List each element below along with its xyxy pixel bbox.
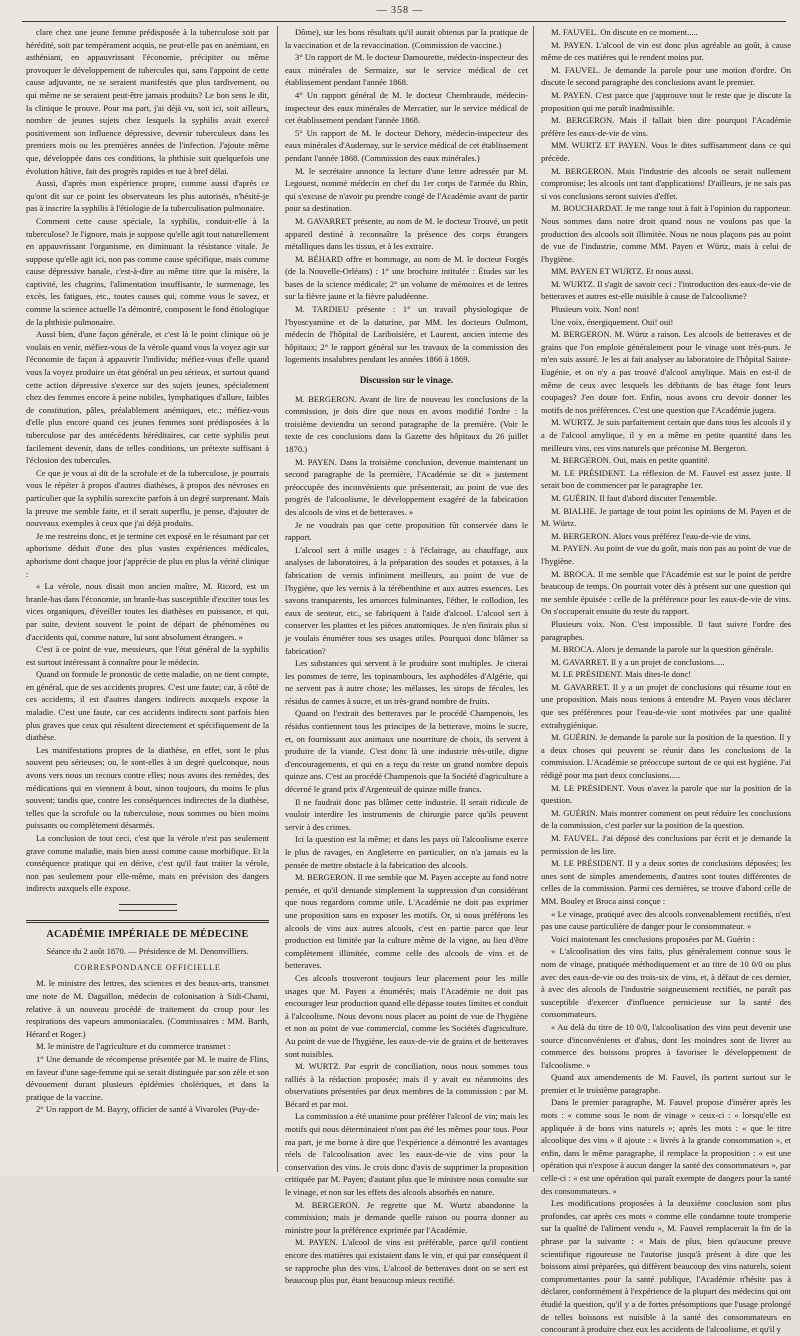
paragraph: Dans le premier paragraphe, M. Fauvel propose d'insérer après les mots : « comme sous le nom de vinage » ceux-ci : « lorsqu'elle est appliquée à de bons vins naturels »; après les mots : « que le titre alcoolique des vins » il ajoute : « livrés à la grande consommation », et enfin, dans le même paragraphe, il remplace la proposition : « est une opération qui n'expose à aucun danger la santé des consommateurs », par celle-ci : « est une opération qui paraît exempte de dangers pour la santé des consommateurs. » [541,1097,791,1196]
paragraph: La commission a été unanime pour préférer l'alcool de vin; mais les motifs qui nous déterminaient n'ont pas été les mêmes pour tous. Pour ma part, je me borne à dire que l'expérience a démontré les avantages réels de l'alcoolisation avec les eaux-de-vie de vins pour la conservation des vins. Je crois donc d'avis de supprimer la proposition critiquée par M. Payen; d'autant plus que le ministre nous consulte sur le vinage, et non sur les effets des alcools absorbés en nature. [285,1111,528,1198]
paragraph: Plusieurs voix. Non. C'est impossible. Il faut suivre l'ordre des paragraphes. [541,618,791,642]
paragraph: M. WURTZ. Par esprit de conciliation, nous nous sommes tous ralliés à la rédaction proposée; mais il y avait eu néanmoins des observations présentées par deux membres de la commission : par M. Bécard et par moi. [285,1061,528,1109]
paragraph: M. GUÉRIN. Je demande la parole sur la position de la question. Il y a deux choses qui peuvent se réunir dans les conclusions de la commission. L'Académie se préoccupe surtout de ce qui est hygiène. J'ai rédigé pour ma part deux conclusions..... [541,732,791,781]
paragraph: M. GUÉRIN. Il faut d'abord discuter l'ensemble. [551,492,718,503]
paragraph: « L'alcoolisation des vins faits, plus généralement connue sous le nom de vinage, pratiquée méthodiquement et au titre de 10 0/0 ou plus avec des eaux-de-vie ou des trois-six de vins, et, à défaut de ces dernier, à avec des alcools de l'industrie soigneusement rectifiés, ne paraît pas susceptible d'exercer d'influence pernicieuse sur la santé des consommateurs. [541,946,791,1020]
paragraph: Dôme), sur les bons résultats qu'il aurait obtenus par la pratique de la vaccination et de la revaccination. (Commission de vaccine.) [285,27,528,50]
paragraph: Aussi, d'après mon expérience propre, comme aussi d'après ce qu'ont dit sur ce point les observateurs les plus autorisés, n'hésité-je pas à inscrire la syphilis à l'étiologie de la tuberculisation pulmonaire. [26,178,269,214]
paragraph: Les substances qui servent à le produire sont multiples. Je citerai les pommes de terre, les topinambours, les asphodèles d'Algérie, qui ne servent pas à autre chose; les mélasses, les sirops de fécules, les résidus de cannes à sucre, et un très-grand nombre de fruits. [285,658,528,706]
paragraph: « Le vinage, pratiqué avec des alcools convenablement rectifiés, n'est pas une cause particulière de danger pour le consommateur. » [541,908,791,932]
column-3 [541,26,791,1335]
column-divider [533,26,534,1172]
paragraph: Ici la question est la même; et dans les pays où l'alcoolisme exerce le plus de ravages, en Angleterre en particulier, on n'a jamais eu la pensée de mettre obstacle à la fabrication des alcools. [285,834,528,870]
paragraph: M. PAYEN. Dans la troisième conclusion, devenue maintenant un second paragraphe de la première, l'Académie se dit « justement préoccupée des inconvénients que présenterait, au point de vue des progrès de l'alcoolisme, le développement exagéré de la fabrication des alcools de vins et de betteraves. » [285,456,528,517]
paragraph: M. LE PRÉSIDENT. Vous n'avez la parole que sur la position de la question. [541,782,791,806]
discussion-title: Discussion sur le vinage. [359,375,454,386]
paragraph: Ce que je vous ai dit de la scrofule et de la tuberculose, je pourrais vous le répéter à propos d'autres diathèses, à propos des névroses en particulier que la syphilis surexcite parfois à un degré surprenant. Mais la preuve me semble faite, et il serait superflu, je pense, d'ajouter de nouveaux exemples à ceux que j'ai déjà produits. [26,467,269,529]
paragraph: M. PAYEN. Au point de vue du goût, mais non pas au point de vue de l'hygiène. [541,543,791,566]
section-title: ACADÉMIE IMPÉRIALE DE MÉDECINE [46,928,249,940]
paragraph: clare chez une jeune femme prédisposée à la tuberculose soit par hérédité, soit par tempérament acquis, ne peut-elle pas en anémiant, en asthéniant, en appauvrissant l'économie, précipiter ou même provoquer le développement de tubercules qui, sans l'appoint de cette cause adjuvante, ne se seraient manifestés que plus tardivement, ou qui même ne se seraient peut-être jamais produits? Le bon sens le dit, la clinique le prouve. Pour ma part, j'ai déjà vu, soit ici, soit ailleurs, nombre de jeunes sujets chez lesquels la syphilis avait exercé positivement son influence dépressive, devenir tuberculeux dans les premiers mois ou les premières années de l'infection. J'ajoute même que, développée dans ces conditions, la phthisie suit quelquefois une évolution hâtive, fait des progrès rapides et tue à bref délai. [26,27,269,176]
header-rule [22,21,786,22]
paragraph: Plusieurs voix. Non! non! [551,304,640,315]
column-1-text [26,26,269,895]
column-divider [277,26,278,1172]
paragraph: M. BROCA. Il me semble que l'Académie est sur le point de perdre beaucoup de temps. On pourrait voter dès à présent sur une question qui me semble épuisée : celle de la préférence pour les eaux-de-vie de vins. On s'occuperait ensuite du reste du rapport. [541,568,791,617]
column-2-text-after [285,393,528,1287]
paragraph: M. FAUVEL. On discute en ce moment..... [551,27,698,37]
paragraph: Les modifications proposées à la deuxième conclusion sont plus profondes, car après ces mots « comme elle condamne toute tromperie sur la qualité de l'aliment vendu », M. Fauvel remplacerait la fin de la phrase par la suivante : « Mais de plus, bien qu'aucune preuve scientifique rigoureuse ne l'autorise jusqu'à présent à dire que les boissons ainsi préparées, qui diffèrent beaucoup des vins naturels, soient compromettantes pour la santé publique, l'Académie n'hésite pas à déclarer, conformément à l'expérience de la plupart des médecins qui ont étudié la question, qu'il y a de fortes présomptions que l'usage prolongé de telles boissons est nuisible à la santé des consommateurs en concourant à produire chez eux les accidents de l'alcoolisme, et qu'il y [541,1198,791,1335]
paragraph: 3° Un rapport de M. le docteur Damourette, médecin-inspecteur des eaux minérales de Sermaize, sur le service médical de cet établissement pendant l'année 1868. [285,52,528,88]
paragraph: MM. WURTZ ET PAYEN. Vous le dites suffisamment dans ce qui précède. [541,140,791,163]
page-number: — 358 — [376,5,424,16]
paragraph: Je ne voudrais pas que cette proposition fût conservée dans le rapport. [285,519,528,543]
paragraph: M. BERGERON. Il me semble que M. Payen accepte au fond notre pensée, et qu'il demande simplement la suppression d'un considérant que nous regardons comme utile. L'Académie ne doit pas exprimer une proposition sans en exposer les motifs. Or, si nous préférons les alcools de vins aux autres alcools, c'est en partie parce que leur production est limitée par la culture même de la vigne, au lieu d'être complètement illimitée, comme celle des alcools de vins et de betteraves. [285,872,528,971]
column-1 [26,26,269,1172]
paragraph: Voici maintenant les conclusions proposées par M. Guérin : [551,933,755,944]
paragraph: M. PAYEN. L'alcool de vins est préférable, parce qu'il contient encore des matières qui existaient dans le vin, et qui par conséquent il se rapproche plus des vins. L'alcool de betteraves dont on se sert est beaucoup plus pur, étant beaucoup mieux rectifié. [285,1237,528,1286]
paragraph: M. BERGERON. Mais l'industrie des alcools ne serait nullement compromise; les alcools ont tant d'applications! D'ailleurs, je ne sais pas si vos conclusions seront suivies d'effet. [541,165,791,201]
paragraph: Ces alcools trouveront toujours leur placement pour les mille usages que M. Payen a énumérés; mais l'Académie ne doit pas encourager leur production quand elle dépasse toutes limites et conduit à l'alcoolisme. Nous devons nous placer au point de vue de l'hygiène et non au point de vue commercial, comme les Sociétés d'agriculture. Au point de vue de l'hygiène, les eaux-de-vie de grains et de betteraves sont nuisibles. [285,972,528,1059]
ornament-divider [26,902,269,915]
paragraph: M. WURTZ. Il s'agit de savoir ceci : l'introduction des eaux-de-vie de betteraves et autres est-elle nuisible à cause de l'alcoolisme? [541,278,791,302]
paragraph: Je me restreins donc, et je termine cet exposé en le résumant par cet aphorisme déduit d'une des plus vastes expériences médicales, aphorisme dont chaque jour j'apprécie de plus en plus la vérité clinique : [26,530,269,579]
column-3-text [541,26,791,1336]
paragraph: M. FAUVEL. J'ai déposé des conclusions par écrit et je demande la permission de les lire. [541,833,791,856]
paragraph: C'est à ce point de vue, messieurs, que l'état général de la syphilis est surtout intéressant à connaître pour le médecin. [26,644,269,667]
paragraph: M. GAVARRET. Il y a un projet de conclusions..... [551,656,725,667]
paragraph: 1° Une demande de récompense présentée par M. le maire de Flins, en faveur d'une sage-femme qui se serait distinguée par son zèle et son dévouement durant plusieurs épidémies cholériques, et dans la pratique de la vaccine. [26,1053,269,1102]
paragraph: M. BOUCHARDAT. Je me range tout à fait à l'opinion du rapporteur. Nous sommes dans notre droit quand nous ne voulons pas que la production des alcools soit illimitée. Nous ne nous plaçons pas au point de vue de l'industrie, comme MM. Payen et Würtz, mais à celui de l'hygiène. [541,203,791,264]
paragraph: Quand aux amendements de M. Fauvel, ils portent surtout sur le premier et le troisième paragraphe. [541,1072,791,1095]
paragraph: M. FAUVEL. Je demande la parole pour une motion d'ordre. On discute le second paragraphe des conclusions avant le premier. [541,64,791,88]
paragraph: M. GUÉRIN. Mais montrer comment on peut réduire les conclusions de la commission, c'est parler sur la position de la question. [541,807,791,831]
column-2-text [285,26,528,366]
paragraph: M. le ministre de l'agriculture et du commerce transmet : [36,1041,231,1052]
paragraph: « La vérole, nous disait mon ancien maître, M. Ricord, est un branle-bas dans l'économie, un branle-bas susceptible d'exciter tous les vices organiques, d'éveiller toutes les diathèses en puissance, et qui, par suite, devient souvent le point de départ de phénomènes ou d'accidents qui, comme nature, lui sont absolument étrangers. » [26,581,269,642]
paragraph: M. GAVARRET. Il y a un projet de conclusions qui résume tout en une proposition. Mais nous tenions à entendre M. Payen vous déclarer que ses préférences pour l'eau-de-vie sont motivées par une qualité extrahygiénique. [541,681,791,730]
paragraph: M. GAVARRET présente, au nom de M. le docteur Trouvé, un petit appareil destiné à reconnaître la présence des corps étrangers métalliques dans les tissus, et à les extraire. [285,215,528,252]
paragraph: Comment cette cause spéciale, la syphilis, conduit-elle à la tuberculose? Je l'ignore, mais je suppose qu'elle agit tout naturellement en appauvrissant l'organisme, en diminuant la résistance vitale. Je suppose qu'elle agit ici, non pas comme cause spécifique, mais comme cause dépressive banale, c'est-à-dire au même titre que la misère, la captivité, les chagrins, l'alimentation insuffisante, le surmenage, les excès, les fatigues, etc., toutes causes qui, comme vous le savez, et comme la science actuelle l'a démontré, composent le fond étiologique de la phthisie pulmonaire. [26,215,269,327]
session-line: Séance du 2 août 1870. — Présidence de M. Denonvilliers. [46,946,249,957]
paragraph: M. BROCA. Alors je demande la parole sur la question générale. [551,644,774,655]
paragraph: M. BERGERON. Mais il fallait bien dire pourquoi l'Académie préfère les eaux-de-vie de vins. [541,115,791,138]
paragraph: Aussi bien, d'une façon générale, et c'est là le point clinique où je voulais en venir, méfiez-vous de la vérole quand vous la voyez agir sur l'économie de façon à appauvrir l'individu; méfiez-vous d'elle quand vous la voyez produire un état général un peu sérieux, et surtout quand cette action dépressive s'exerce sur des sujets jeunes, spécialement chez des femmes encore à peine nubiles, lymphatiques d'allure, faibles de constitution, pâles, préalablement anémiques, etc.; méfiez-vous d'elle plus encore quand ces jeunes femmes sont prédisposées à la tuberculose par des antécédents héréditaires, car cette syphilis peut facilement devenir, dans de telles conditions, un prétexte suffisant à l'éclosion des tubercules. [26,329,269,466]
paragraph: M. PAYEN. L'alcool de vin est donc plus agréable au goût, à cause même de ces matières qui le rendent moins pur. [541,39,791,63]
subsection-title: CORRESPONDANCE OFFICIELLE [74,962,221,972]
paragraph: M. LE PRÉSIDENT. Il y a deux sortes de conclusions déposées; les unes sont de simples amendements, d'autres sont toutes différentes de celles de la commission. Parmi ces dernières, se trouve d'abord celle de MM. Bouley et Broca ainsi conçue : [541,858,791,906]
paragraph: MM. PAYEN ET WURTZ. Et nous aussi. [551,266,694,277]
paragraph: Il ne faudrait donc pas blâmer cette industrie. Il serait ridicule de vouloir interdire les instruments de chirurgie parce qu'ils peuvent servir à des crimes. [285,796,528,832]
paragraph: M. BERGERON. Je regrette que M. Wurtz abandonne la commission; mais je demande quelle raison ou pourra donner au ministre pour la préférence exprimée par l'Académie. [285,1199,528,1235]
paragraph: 2° Un rapport de M. Bayry, officier de santé à Vivaroles (Puy-de- [36,1104,260,1115]
paragraph: M. PAYEN. C'est parce que j'approuve tout le reste que je discute la proposition qui me paraît inadmissible. [541,89,791,113]
paragraph: M. le ministre des lettres, des sciences et des beaux-arts, transmet une note de M. Daguillon, médecin de colonisation à Sidi-Chami, relative à un nouveau procédé de traitement du croup pour les respirations des vapeurs ammoniacales. (Commissaires : MM. Barth, Hérard et Roger.) [26,978,269,1039]
paragraph: L'alcool sert à mille usages : à l'éclairage, au chauffage, aux analyses de laboratoires, à la préparation des soudes et potasses, à la fabrication de vernis infiniment meilleurs, au point de vue de l'hygiène, que les vernis à la térébenthine et aux autres essences. Les savons transparents, les amorces fulminantes, l'éther, le collodion, les eaux de senteur, etc., se fabriquent à l'aide d'alcool. L'alcool sert à conserver les plantes et les pièces anatomiques. Je n'en finirais plus si je voulais énumérer tous ses usages utiles. Pourquoi donc blâmer sa fabrication? [285,544,528,656]
column-2 [285,26,528,1286]
paragraph: M. BERGERON. M. Würtz a raison. Les alcools de betteraves et de grains que l'on emploie généralement pour le vinage sont très-purs. Je m'en suis assuré. Je les ai fait analyser au laboratoire de l'hôpital Sainte-Eugénie, et on n'y a pas trouvé d'alcool amylique. Mais en est-il de même de ceux avec lesquels les débitants de bas étage font leurs coupages? J'en doute fort. Enfin, nous avons cru devoir donner les motifs de nos préférences. C'est une question que l'Académie jugera. [541,329,791,415]
paragraph: M. WURTZ. Je suis parfaitement certain que dans tous les alcools il y a de l'alcool amylique, il y en a même en petite quantité dans les meilleurs vins, ces vins naturels que préconise M. Bergeron. [541,417,791,453]
paragraph: Les manifestations propres de la diathèse, en effet, sont le plus souvent peu sérieuses; ou, le sont-elles à un degré quelconque, nous avons vers nous un recours contre elles; nous avons des remèdes, des médications qui en viennent à bout, sinon toujours, du moins le plus souvent; tandis que, contre les conséquences indirectes de la diathèse, telles que la scrofule ou la tuberculose, nous sommes ou bien moins puissants ou complètement désarmés. [26,744,269,831]
paragraph: M. BERGERON. Alors vous préférez l'eau-de-vie de vins. [551,530,751,541]
paragraph: 4° Un rapport général de M. le docteur Chembraude, médecin-inspecteur des eaux minérales de Mercatier, sur le service médical de cet établissement pendant l'année 1868. [285,89,528,126]
paragraph: M. LE PRÉSIDENT. La réflexion de M. Fauvel est assez juste. Il serait bon de commencer par le paragraphe 1er. [541,467,791,491]
paragraph: Quand on l'extrait des betteraves par le procédé Champenois, les résidus contiennent tous les principes de la betterave, moins le sucre, et, on fournissant aux animaux une nourriture de choix, ils servent à produire de la viande. C'est donc là une industrie très-utile, digne d'encouragements, et qui en a reçu du reste un grand nombre depuis quinze ans. C'est au procédé Champenois que la Société d'agriculture a décerné le grand prix d'Argenteuil de quinze mille francs. [285,708,528,795]
section-rule [26,920,269,923]
paragraph: M. LE PRÉSIDENT. Mais dites-le donc! [551,669,692,680]
paragraph: 5° Un rapport de M. le docteur Dehory, médecin-inspecteur des eaux minérales d'Audernay, sur le service médical de cet établissement pendant l'année 1868. (Commission des eaux minérales.) [285,127,528,163]
column-1-text-after [26,977,269,1116]
paragraph: M. BIALHE. Je partage de tout point les opinions de M. Payen et de M. Würtz. [541,505,791,529]
paragraph: « Au delà du titre de 10 0/0, l'alcoolisation des vins peut devenir une source d'inconvénients et d'abus, dont les moindres sont de livrer au commerce des boissons propres à favoriser le développement de l'alcoolisme. » [541,1021,791,1070]
paragraph: M. BÉHARD offre et hommage, au nom de M. le docteur Forgès (de la Nouvelle-Orléans) : 1° une brochure intitulée : Études sur les bases de la science médicale; 2° un volume de mémoires et de lettres sur la fièvre jaune et la fièvre paludéenne. [285,253,528,302]
paragraph: M. TARDIEU présente : 1° un travail physiologique de l'hyoscyamine et de la daturine, par MM. les docteurs Oulmont, médecin de l'hôpital de Lariboisière, et Laurent, ancien interne des hôpitaux; 2° le rapport général sur les travaux de la commission des logements insalubres pendant les années 1866 à 1869. [285,304,528,365]
paragraph: Une voix, énergiquement. Oui! oui! [551,316,674,327]
paragraph: La conclusion de tout ceci, c'est que la vérole n'est pas seulement grave comme maladie, mais bien aussi comme cause morbifique. Et la conséquence pratique qui en dérive, c'est qu'il faut traiter la vérole, non pas seulement pour elle-même, mais en prévision des dangers indirects auxquels elle expose. [26,833,269,894]
paragraph: M. BERGERON. Oui, mais en petite quantité. [551,455,710,466]
paragraph: M. BERGERON. Avant de lire de nouveau les conclusions de la commission, je dois dire que nous en avons modifié l'ordre : la troisième deviendra un second paragraphe de la première. (Voir le texte de ces conclusions dans la Gazette des hôpitaux du 26 juillet 1870.) [285,393,528,454]
paragraph: Quand on formule le pronostic de cette maladie, on ne tient compte, en général, que de ses accidents propres. C'est une faute; car, à côté de ces accidents, il est d'autres dangers indirects auxquels expose la maladie. C'est une faute, car ces accidents indirects sont parfois bien plus graves que ceux qui résultent directement et spécifiquement de la diathèse. [26,669,269,743]
paragraph: M. le secrétaire annonce la lecture d'une lettre adressée par M. Legouest, nommé médecin en chef du 1er corps de l'armée du Rhin, qui s'excuse de n'avoir pu prendre congé de l'Académie avant de partir pour sa destination. [285,165,528,214]
